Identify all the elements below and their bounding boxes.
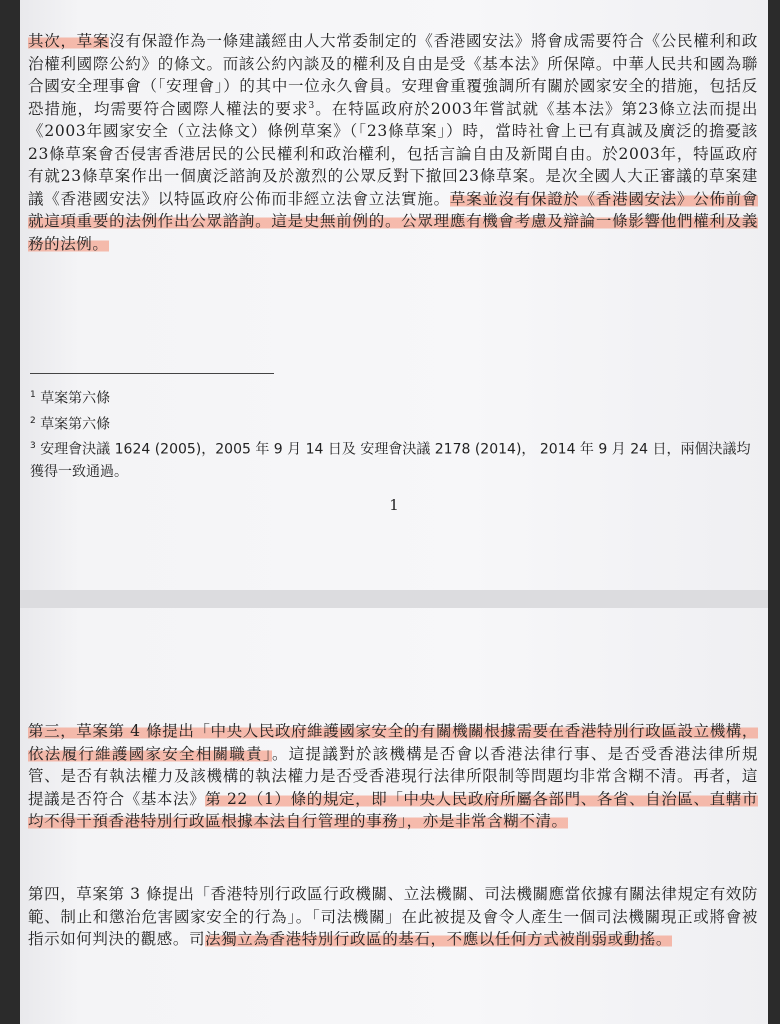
highlighted-text: 第 22（1）條的規定，即「中央人民政府所屬各部門、各省、自治區、直轄市均不得干預香港特別行政區根據本法自行管理的事務」，亦是非常含糊不清。 (28, 789, 758, 830)
footnote-ref[interactable]: 3 (308, 100, 315, 111)
paragraph-text: 。在特區政府於2003年嘗試就《基本法》第23條立法而提出《2003年國家安全（立法條文）條例草案》（「23條草案」）時，當時社會上已有真誠及廣泛的擔憂該23條草案會否侵害香港居民的公民權利和政治權利，包括言論自由及新聞自由。於2003年，特區政府有就23條草案作出一個廣泛諮詢及於激烈的公眾反對下撤回23條草案。是次全國人大正審議的草案建議《香港國安法》以特區政府公佈而非經立法會立法實施。 (28, 99, 759, 208)
highlighted-text: 法獨立為香港特別行政區的基石，不應以任何方式被削弱或動搖。 (205, 930, 673, 948)
document-viewer[interactable] (20, 0, 768, 1024)
highlighted-text: 草案並沒有保證於《香港國安法》公佈前會就這項重要的法例作出公眾諮詢。這是史無前例的。公眾理應有機會考慮及辯論一條影響他們權利及義務的法例。 (28, 189, 758, 253)
footnote: $^1$ 草案第六條 (30, 390, 111, 407)
paragraph-text: 。這提議對於該機構是否會以香港法律行事、是否受香港法律所規管、是否有執法權力及該機構的執法權力是否受香港現行法律所限制等問題均非常含糊不清。再者，這提議是否符合《基本法》 (28, 744, 758, 808)
footnote: $^3$ 安理會決議 1624 (2005)，2005 年 9 月 14 日及 安理會決議 2178 (2014)， 2014 年 9 月 24 日，兩個決議均獲得一致通過。 (30, 441, 751, 480)
footnote: $^2$ 草案第六條 (30, 415, 111, 433)
footnotes (30, 384, 760, 483)
highlighted-text: 其次，草案 (28, 32, 110, 50)
paragraph-second-point (28, 30, 758, 255)
paragraph-fourth-point (28, 883, 758, 951)
page-1 (20, 0, 768, 590)
paragraph-text: 沒有保證作為一條建議經由人大常委制定的《香港國安法》將會成需要符合《公民權利和政治權利國際公約》的條文。而該公約內談及的權利及自由是受《基本法》所保障。中華人民共和國為聯合國安全理事會（「安理會」）的其中一位永久會員。安理會重覆強調所有關於國家安全的措施，包括反恐措施，均需要符合國際人權法的要求 (28, 32, 758, 118)
paragraph-text: 第四，草案第 3 條提出「香港特別行政區行政機關、立法機關、司法機關應當依據有關法律規定有效防範、制止和懲治危害國家安全的行為」。「司法機關」在此被提及會令人產生一個司法機關現正或將會被指示如何判決的觀感。司 (28, 885, 758, 948)
page-separator (20, 590, 768, 608)
page-number: 1 (389, 496, 399, 514)
highlighted-text: 第三，草案第 4 條提出「中央人民政府維護國家安全的有關機關根據需要在香港特別行政區設立機構，依法履行維護國家安全相關職責」 (28, 722, 758, 763)
page-2 (20, 608, 768, 1024)
footnote-divider (30, 373, 274, 374)
paragraph-third-point (28, 720, 758, 833)
